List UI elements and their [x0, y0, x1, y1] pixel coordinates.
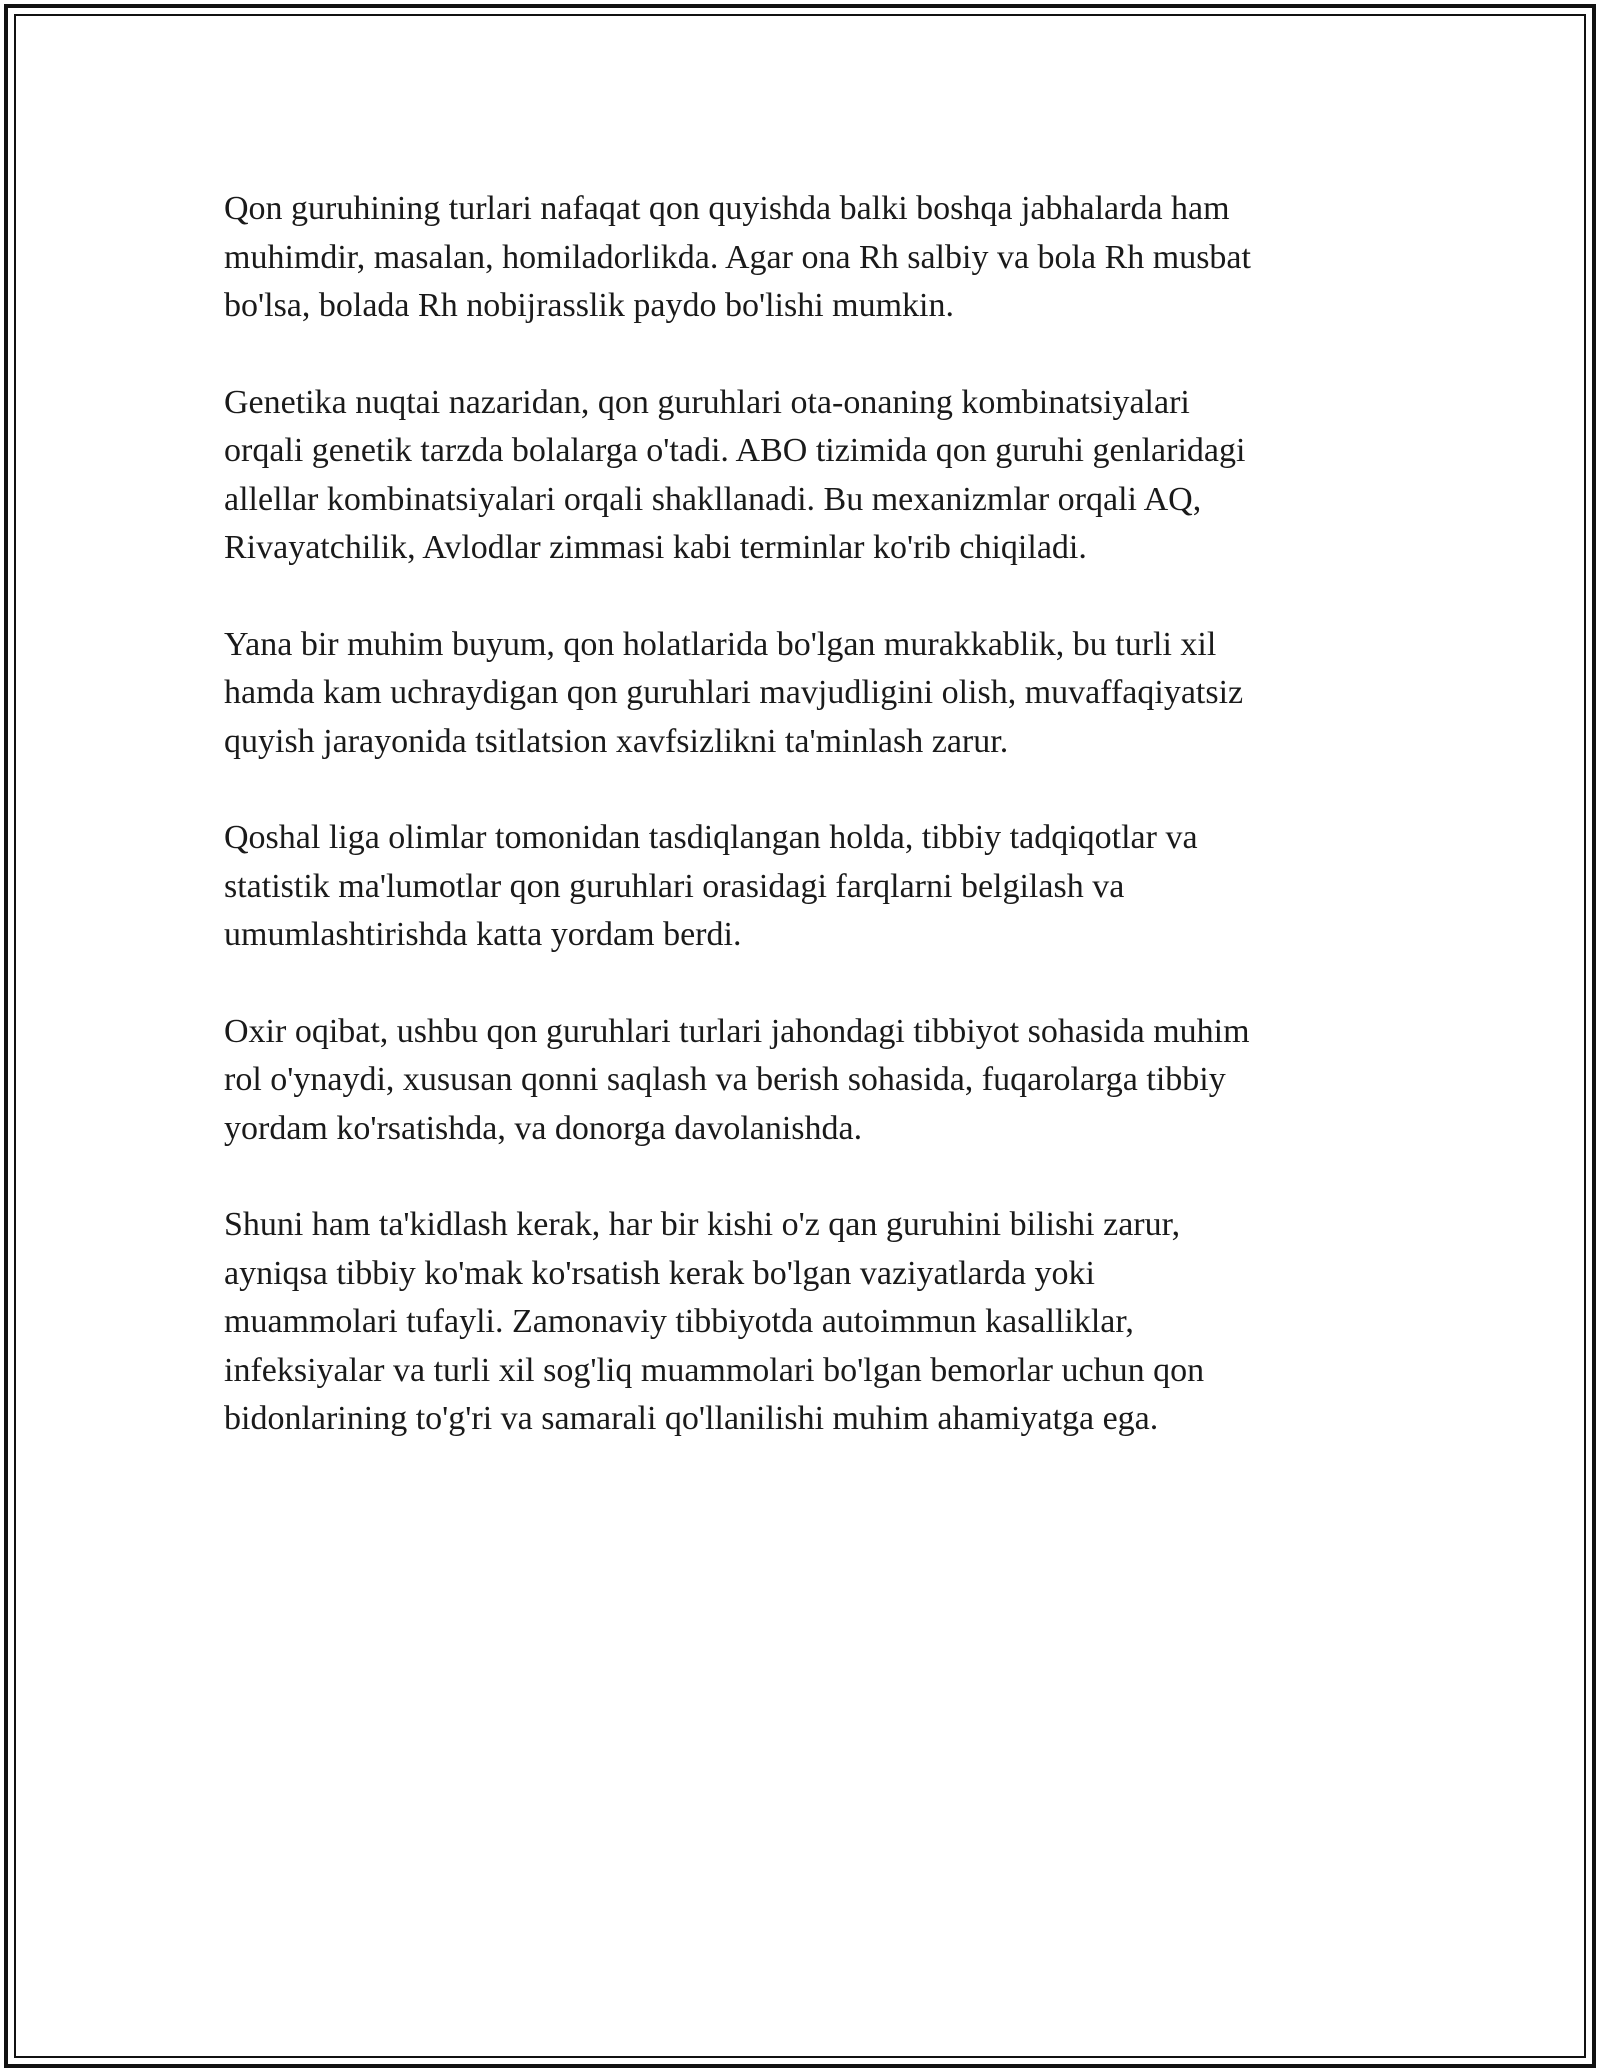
paragraph-3: Yana bir muhim buyum, qon holatlarida bo'lgan murakkablik, bu turli xil hamda kam uchraydigan qon guruhlari mavjudligini olish, muvaffaqiyatsiz quyish jarayonida tsitlatsion xavfsizlikni ta'minlash zarur. — [224, 625, 1244, 760]
paragraph-2: Genetika nuqtai nazaridan, qon guruhlari ota-onaning kombinatsiyalari orqali genetik tarzda bolalarga o'tadi. ABO tizimida qon guruhi genlaridagi allellar kombinatsiyalari orqali shakllanadi. Bu mexanizmlar orqali AQ, Rivayatchilik, Avlodlar zimmasi kabi terminlar ko'rib chiqiladi. — [224, 383, 1246, 566]
document-body — [224, 185, 1374, 1492]
paragraph-1: Qon guruhining turlari nafaqat qon quyishda balki boshqa jabhalarda ham muhimdir, masalan, homiladorlikda. Agar ona Rh salbiy va bola Rh musbat bo'lsa, bolada Rh nobijrasslik paydo bo'lishi mumkin. — [224, 190, 1251, 324]
paragraph-4: Qoshal liga olimlar tomonidan tasdiqlangan holda, tibbiy tadqiqotlar va statistik ma'lumotlar qon guruhlari orasidagi farqlarni belgilash va umumlashtirishda katta yordam berdi. — [224, 819, 1198, 953]
paragraph-5: Oxir oqibat, ushbu qon guruhlari turlari jahondagi tibbiyot sohasida muhim rol o'ynaydi, xususan qonni saqlash va berish sohasida, fuqarolarga tibbiy yordam ko'rsatishda, va donorga davolanishda. — [224, 1012, 1250, 1147]
paragraph-6: Shuni ham ta'kidlash kerak, har bir kishi o'z qan guruhini bilishi zarur, ayniqsa tibbiy ko'mak ko'rsatish kerak bo'lgan vaziyatlarda yoki muammolari tufayli. Zamonaviy tibbiyotda autoimmun kasalliklar, infeksiyalar va turli xil sog'liq muammolari bo'lgan bemorlar uchun qon bidonlarining to'g'ri va samarali qo'llanilishi muhim ahamiyatga ega. — [224, 1206, 1205, 1437]
